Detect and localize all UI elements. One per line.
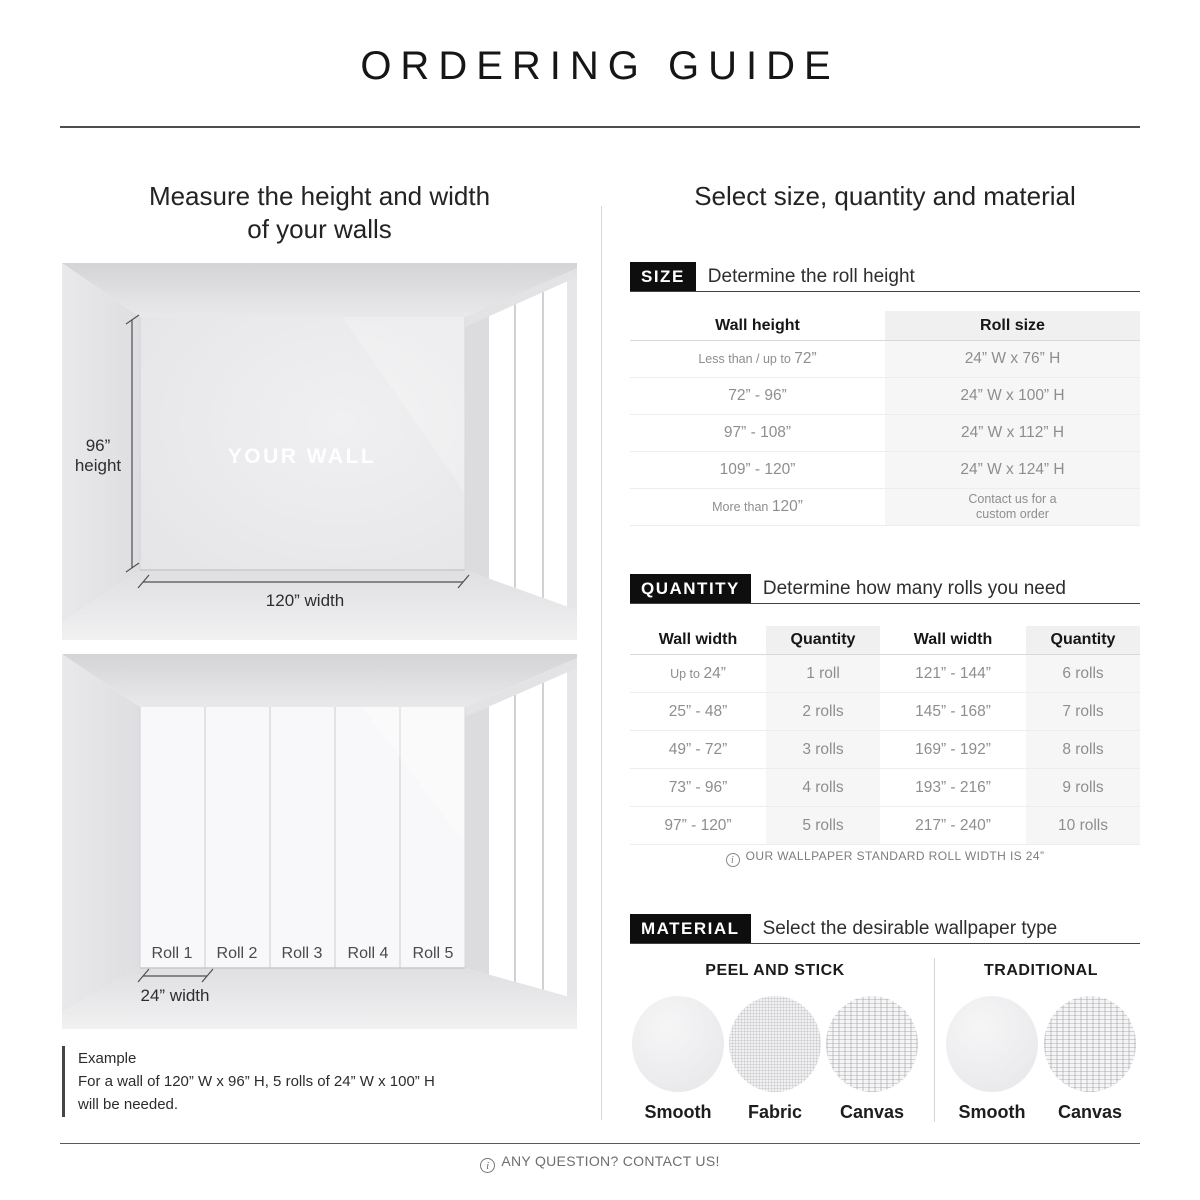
footer-divider-line	[60, 1143, 1140, 1144]
traditional-group-title: TRADITIONAL	[984, 962, 1098, 979]
quantity-cell: 2 rolls	[766, 693, 880, 730]
peel-and-stick-group-title: PEEL AND STICK	[705, 962, 845, 979]
column-header-roll-size: Roll size	[885, 311, 1140, 340]
quantity-cell: 4 rolls	[766, 769, 880, 806]
roll-size-cell: Contact us for a custom order	[885, 489, 1140, 525]
roll-2-label: Roll 2	[216, 945, 258, 962]
wall-width-cell: 145” - 168”	[915, 703, 991, 720]
swatch-item	[946, 996, 1038, 1123]
swatch-item	[632, 996, 724, 1123]
page-title: ORDERING GUIDE	[360, 44, 840, 88]
roll-size-cell: 24” W x 124” H	[885, 452, 1140, 488]
width-dimension-label: 120” width	[265, 591, 345, 610]
roll-1-label: Roll 1	[151, 945, 193, 962]
swatch-label: Canvas	[1057, 1102, 1123, 1122]
room-illustration-measure	[62, 263, 577, 640]
height-dimension-word: height	[74, 456, 122, 475]
quantity-badge: QUANTITY	[630, 574, 751, 603]
column-header-wall-height: Wall height	[715, 317, 800, 334]
traditional-swatches	[946, 996, 1136, 1123]
wall-width-cell: Up to 24”	[670, 665, 726, 682]
wall-width-cell: 121” - 144”	[915, 665, 991, 682]
swatch-item	[1044, 996, 1136, 1123]
wall-width-cell: 49” - 72”	[668, 741, 728, 758]
smooth-texture-swatch	[946, 996, 1038, 1092]
quantity-description: Determine how many rolls you need	[762, 578, 1066, 599]
left-wall	[62, 654, 140, 1012]
swatch-label: Fabric	[747, 1102, 803, 1122]
roll-width-note	[630, 849, 1140, 867]
roll-5-label: Roll 5	[412, 945, 454, 962]
quantity-table-row	[630, 769, 1140, 807]
left-heading-line1: Measure the height and width	[148, 181, 491, 211]
size-table	[630, 311, 1140, 526]
column-header-wall-width: Wall width	[913, 631, 993, 648]
example-line1: For a wall of 120” W x 96” H, 5 rolls of 24” W x 100” H	[78, 1073, 435, 1090]
quantity-cell: 6 rolls	[1026, 655, 1140, 692]
quantity-cell: 5 rolls	[766, 807, 880, 844]
wall-width-cell: 25” - 48”	[668, 703, 728, 720]
right-column-heading: Select size, quantity and material	[694, 181, 1076, 211]
quantity-table-header-row	[630, 626, 1140, 655]
canvas-texture-swatch	[1044, 996, 1136, 1092]
material-badge: MATERIAL	[630, 914, 751, 943]
roll-4-label: Roll 4	[347, 945, 389, 962]
quantity-section-header	[630, 574, 1140, 604]
size-description: Determine the roll height	[707, 266, 915, 287]
example-block	[62, 1046, 435, 1117]
wallpaper-roll-panels	[140, 707, 465, 968]
room-illustration-rolls	[62, 654, 577, 1029]
smooth-texture-swatch	[632, 996, 724, 1092]
quantity-cell: 10 rolls	[1026, 807, 1140, 844]
quantity-table-row	[630, 655, 1140, 693]
footer-text: ANY QUESTION? CONTACT US!	[501, 1153, 720, 1169]
example-title: Example	[78, 1050, 137, 1067]
left-heading-line2: of your walls	[247, 214, 392, 244]
swatch-item	[729, 996, 821, 1123]
material-group-divider	[934, 958, 935, 1122]
height-dimension-value: 96”	[85, 436, 111, 455]
roll-size-cell: 24” W x 76” H	[885, 341, 1140, 377]
roll-3-label: Roll 3	[281, 945, 323, 962]
title-divider-line	[60, 126, 1140, 128]
fabric-texture-swatch	[729, 996, 821, 1092]
column-header-wall-width: Wall width	[658, 631, 738, 648]
wall-width-cell: 97” - 120”	[664, 817, 732, 834]
left-column-heading	[62, 180, 577, 246]
canvas-texture-swatch	[826, 996, 918, 1092]
wall-width-cell: 217” - 240”	[915, 817, 991, 834]
info-icon	[726, 853, 740, 867]
wall-height-cell: 97” - 108”	[723, 424, 792, 441]
quantity-cell: 9 rolls	[1026, 769, 1140, 806]
quantity-table	[630, 626, 1140, 845]
quantity-table-row	[630, 731, 1140, 769]
swatch-label: Canvas	[839, 1102, 905, 1122]
wall-height-cell: More than 120”	[712, 498, 803, 515]
size-table-row	[630, 341, 1140, 378]
peel-and-stick-swatches	[632, 996, 918, 1123]
roll-width-note-text: OUR WALLPAPER STANDARD ROLL WIDTH IS 24”	[745, 849, 1045, 863]
quantity-table-row	[630, 807, 1140, 845]
size-section-header	[630, 262, 1140, 292]
roll-size-cell: 24” W x 112” H	[885, 415, 1140, 451]
material-description: Select the desirable wallpaper type	[762, 918, 1058, 939]
quantity-cell: 7 rolls	[1026, 693, 1140, 730]
swatch-label: Smooth	[644, 1102, 712, 1122]
example-line2: will be needed.	[78, 1096, 179, 1113]
size-table-header-row	[630, 311, 1140, 341]
quantity-cell: 1 roll	[766, 655, 880, 692]
quantity-cell: 8 rolls	[1026, 731, 1140, 768]
wall-width-cell: 73” - 96”	[668, 779, 728, 796]
column-divider-line	[601, 206, 602, 1120]
swatch-item	[826, 996, 918, 1123]
wall-height-cell: 72” - 96”	[728, 387, 787, 404]
material-section-header	[630, 914, 1140, 944]
info-icon	[480, 1158, 495, 1173]
wall-width-cell: 193” - 216”	[915, 779, 991, 796]
your-wall-label: YOUR WALL	[227, 445, 377, 468]
wall-width-cell: 169” - 192”	[915, 741, 991, 758]
roll-width-dimension-label: 24” width	[140, 986, 210, 1005]
column-header-quantity: Quantity	[1026, 626, 1140, 654]
size-table-row	[630, 378, 1140, 415]
size-table-row	[630, 452, 1140, 489]
quantity-table-row	[630, 693, 1140, 731]
wall-height-cell: Less than / up to 72”	[698, 350, 817, 367]
quantity-cell: 3 rolls	[766, 731, 880, 768]
swatch-label: Smooth	[958, 1102, 1026, 1122]
roll-size-cell: 24” W x 100” H	[885, 378, 1140, 414]
size-table-row	[630, 415, 1140, 452]
size-badge: SIZE	[630, 262, 696, 291]
column-header-quantity: Quantity	[766, 626, 880, 654]
wall-height-cell: 109” - 120”	[719, 461, 796, 478]
size-table-row	[630, 489, 1140, 526]
footer	[0, 1153, 1200, 1173]
